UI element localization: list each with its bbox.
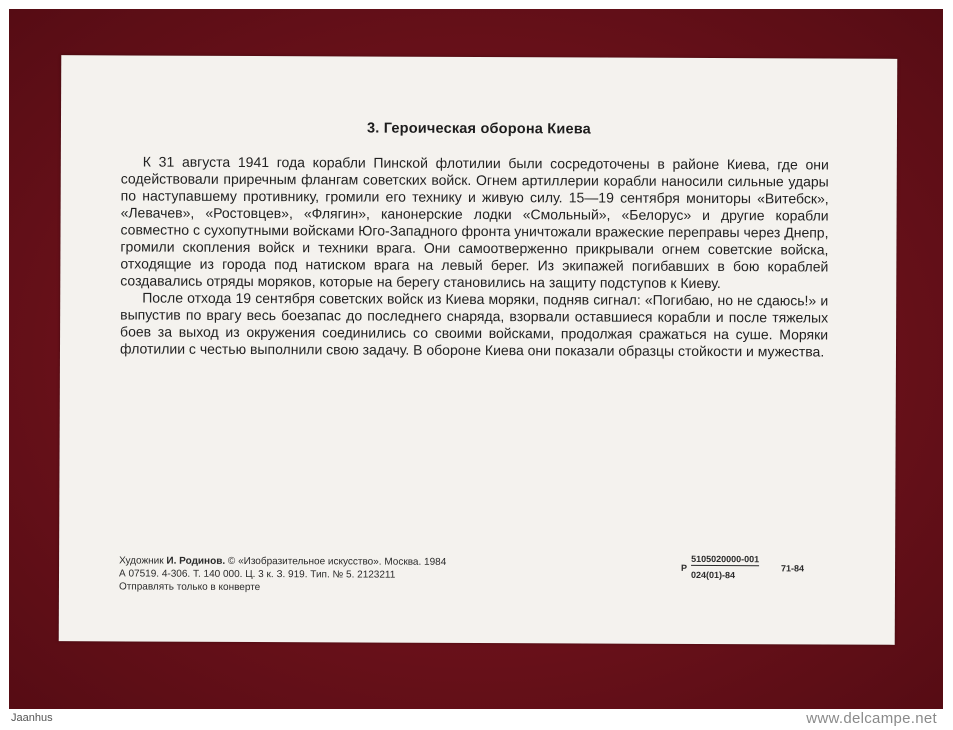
publisher: © «Изобразительное искусство». Москва. 1984: [227, 555, 447, 568]
catalog-suffix: 71-84: [781, 563, 805, 574]
seller-watermark: Jaanhus: [11, 712, 53, 724]
catalog-numerator: 5105020000-001: [691, 553, 760, 565]
artist-label: Художник: [119, 555, 164, 567]
artist-name: И. Родинов.: [166, 555, 226, 567]
postcard-title: 3. Героическая оборона Киева: [366, 120, 591, 138]
postcard-body: [120, 153, 829, 360]
imprint-block: [119, 554, 446, 594]
mailing-note: Отправлять только в конверте: [118, 581, 261, 594]
print-codes: А 07519. 4-306. Т. 140 000. Ц. 3 к. З. 919. Тип. № 5. 2123211: [118, 568, 396, 581]
postcard-back: [59, 55, 898, 645]
catalog-denominator: 024(01)-84: [690, 569, 736, 581]
catalog-code: [681, 554, 811, 585]
paragraph-1: К 31 августа 1941 года корабли Пинской флотилии были сосредоточены в районе Киева, где они содействовали приречным флангам советских войск. Огнем артиллерии корабли наносили сильные удары по наступавшему противнику, громили его технику и живую силу. 15—19 сентября мониторы «Витебск», «Левачев», «Ростовцев», «Флягин», канонерские лодки «Смольный», «Белорус» и другие корабли совместно с сухопутными войсками Юго-Западного фронта уничтожали вражеские переправы через Днепр, громили скопления войск и техники врага. Они самоотверженно прикрывали огнем советские войска, отходящие из города под натиском врага на левый берег. Из экипажей погибавших в бою кораблей создавались отряды моряков, которые на берегу становились на защиту подступов к Киеву.: [120, 153, 829, 292]
paragraph-2: После отхода 19 сентября советских войск из Киева моряки, подняв сигнал: «Погибаю, но не сдаюсь!» и выпустив по врагу весь боезапас до последнего снаряда, взорвали оставшиеся корабли и после тяжелых боев за выход из окружения соединились со своими войсками, продолжая сражаться на суше. Моряки флотилии с честью выполнили свою задачу. В обороне Киева они показали образцы стойкости и мужества.: [119, 289, 829, 360]
catalog-letter: Р: [681, 562, 688, 573]
site-watermark: www.delcampe.net: [806, 710, 937, 727]
